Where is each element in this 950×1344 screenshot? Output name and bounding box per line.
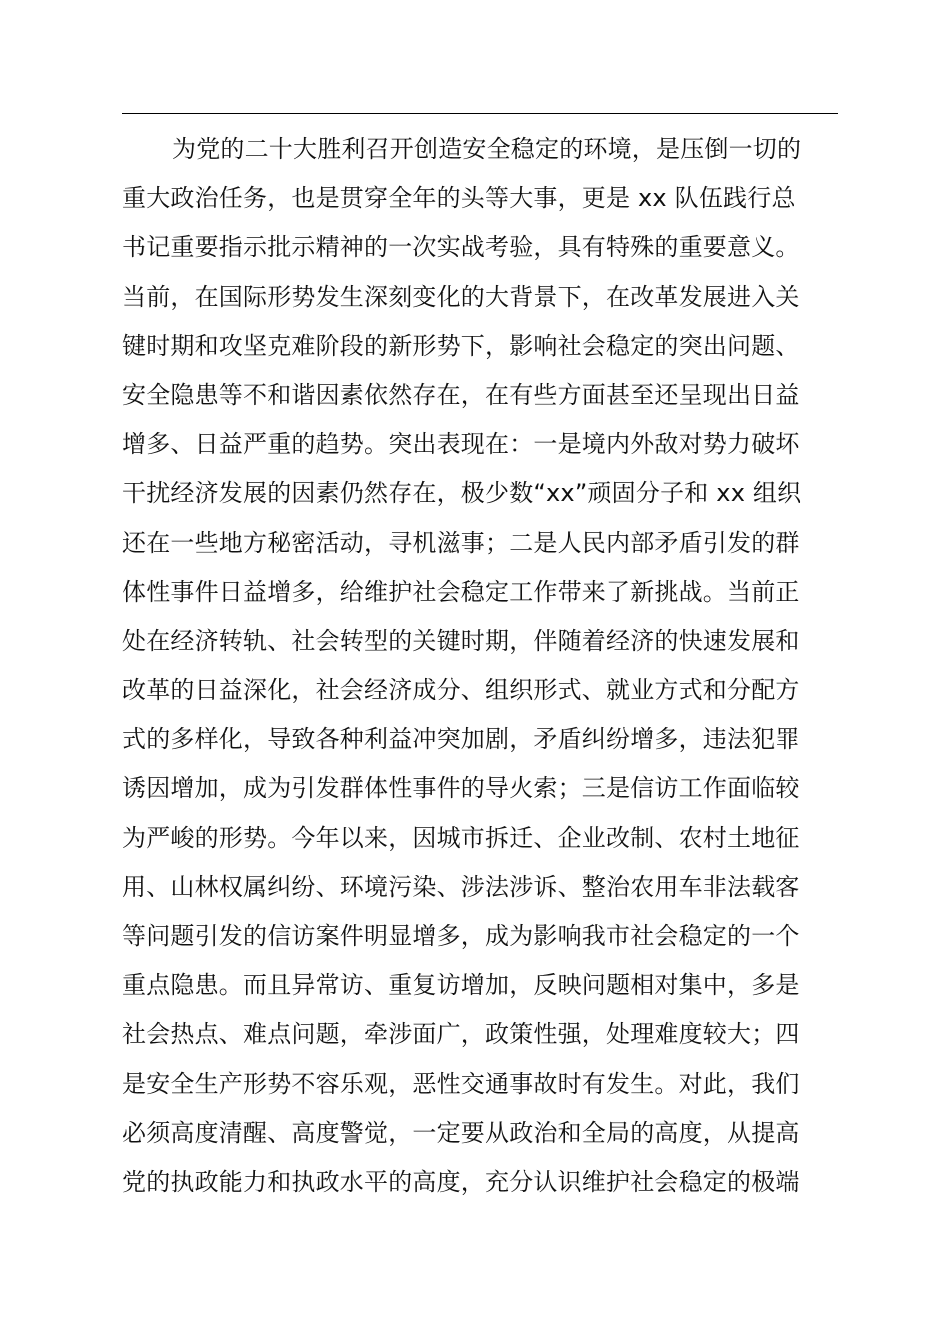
- text-line: 增多、日益严重的趋势。突出表现在：一是境内外敌对势力破坏: [122, 430, 800, 459]
- text-line: 党的执政能力和执政水平的高度，充分认识维护社会稳定的极端: [122, 1167, 800, 1196]
- text-line: 用、山林权属纠纷、环境污染、涉法涉诉、整治农用车非法载客: [122, 872, 800, 901]
- body-paragraph: [122, 125, 838, 1207]
- text-line: 诱因增加，成为引发群体性事件的导火索；三是信访工作面临较: [122, 774, 800, 803]
- text-line: 安全隐患等不和谐因素依然存在，在有些方面甚至还呈现出日益: [122, 380, 800, 409]
- text-line: 键时期和攻坚克难阶段的新形势下，影响社会稳定的突出问题、: [122, 331, 800, 360]
- text-line: 必须高度清醒、高度警觉，一定要从政治和全局的高度，从提高: [122, 1118, 800, 1147]
- text-line: 为党的二十大胜利召开创造安全稳定的环境，是压倒一切的: [172, 135, 802, 163]
- text-line: 等问题引发的信访案件明显增多，成为影响我市社会稳定的一个: [122, 922, 800, 950]
- text-line: 当前，在国际形势发生深刻变化的大背景下，在改革发展进入关: [122, 282, 800, 311]
- text-line: 社会热点、难点问题，牵涉面广，政策性强，处理难度较大；四: [122, 1020, 800, 1049]
- text-line: 式的多样化，导致各种利益冲突加剧，矛盾纠纷增多，违法犯罪: [122, 725, 800, 754]
- text-line: 干扰经济发展的因素仍然存在，极少数“xx”顽固分子和 xx 组织: [122, 479, 802, 508]
- text-line: 书记重要指示批示精神的一次实战考验，具有特殊的重要意义。: [122, 233, 800, 262]
- text-line: 处在经济转轨、社会转型的关键时期，伴随着经济的快速发展和: [122, 626, 800, 655]
- text-line: 是安全生产形势不容乐观，恶性交通事故时有发生。对此，我们: [122, 1069, 800, 1098]
- header-rule: [122, 113, 838, 114]
- text-line: 体性事件日益增多，给维护社会稳定工作带来了新挑战。当前正: [122, 577, 800, 606]
- text-line: 改革的日益深化，社会经济成分、组织形式、就业方式和分配方: [122, 676, 800, 705]
- text-line: 重点隐患。而且异常访、重复访增加，反映问题相对集中，多是: [122, 971, 800, 1000]
- text-line: 重大政治任务，也是贯穿全年的头等大事，更是 xx 队伍践行总: [122, 184, 796, 213]
- text-line: 还在一些地方秘密活动，寻机滋事；二是人民内部矛盾引发的群: [122, 528, 800, 557]
- text-line: 为严峻的形势。今年以来，因城市拆迁、企业改制、农村土地征: [122, 823, 800, 852]
